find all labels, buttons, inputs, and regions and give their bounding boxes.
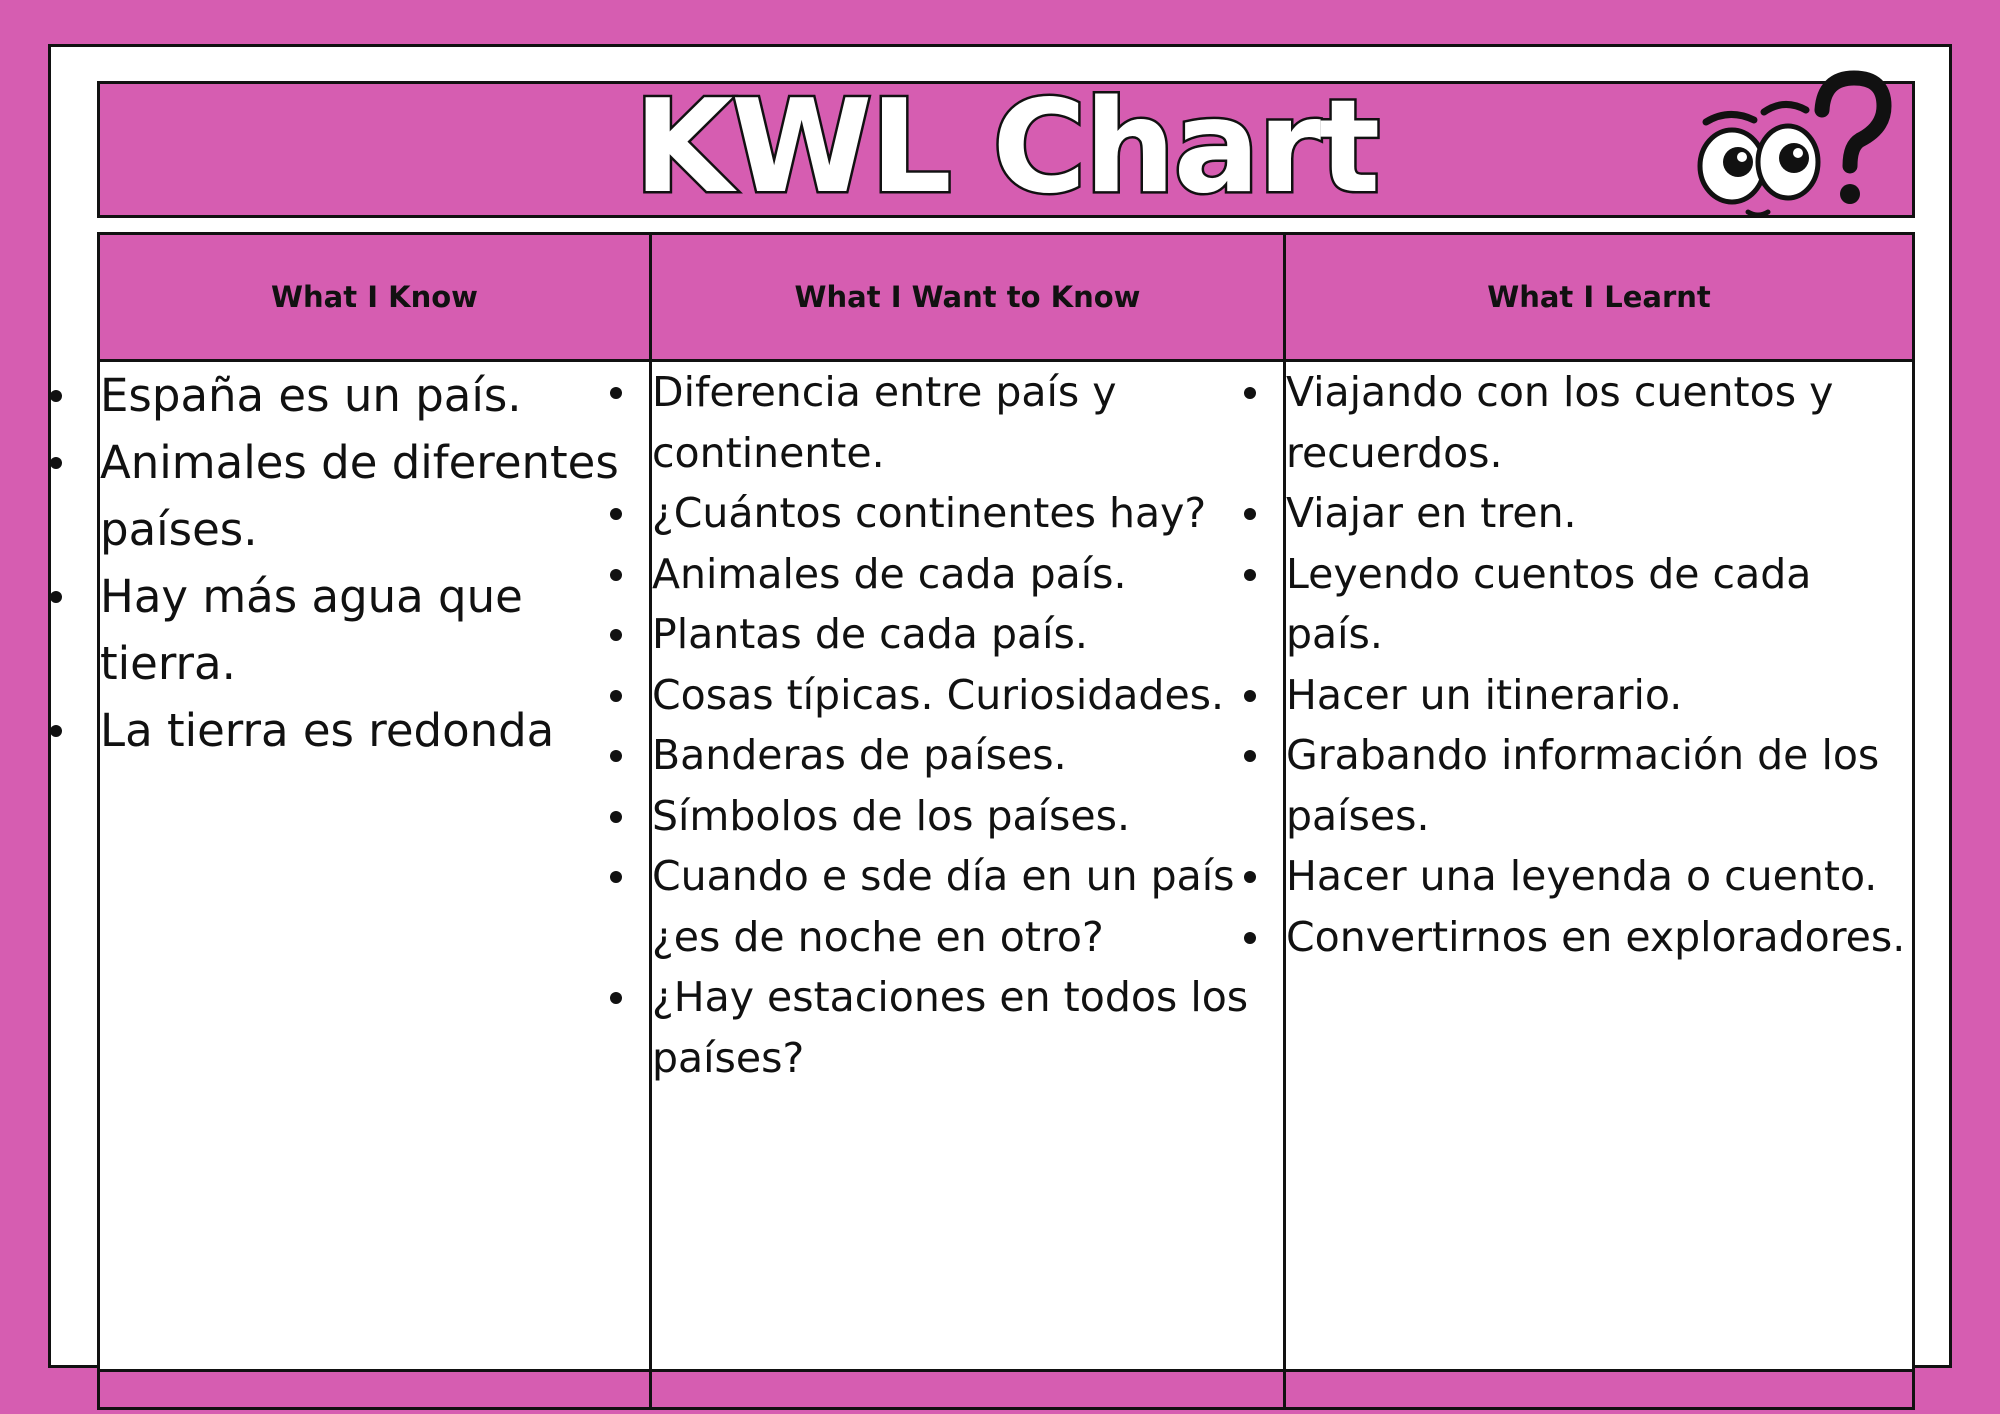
list-item: ¿Hay estaciones en todos los países? <box>652 967 1283 1088</box>
column-header-want-to-know: What I Want to Know <box>652 235 1286 362</box>
list-item: Convertirnos en exploradores. <box>1286 907 1912 968</box>
list-item: Cuando e sde día en un país ¿es de noche en otro? <box>652 846 1283 967</box>
column-header-know: What I Know <box>100 235 652 362</box>
list-item: Plantas de cada país. <box>652 604 1283 665</box>
list-item: Animales de cada país. <box>652 544 1283 605</box>
list-item: Hacer una leyenda o cuento. <box>1286 846 1912 907</box>
list-item: Símbolos de los países. <box>652 786 1283 847</box>
column-body-know <box>100 362 652 1369</box>
footer-strip <box>1286 1369 1912 1407</box>
list-item: Viajando con los cuentos y recuerdos. <box>1286 362 1912 483</box>
column-header-learnt: What I Learnt <box>1286 235 1912 362</box>
list-item: Viajar en tren. <box>1286 483 1912 544</box>
list-item: Animales de diferentes países. <box>100 429 649 563</box>
column-body-want-to-know <box>652 362 1286 1369</box>
kwl-table <box>97 232 1915 1410</box>
curious-eyes-question-mark-icon <box>1684 70 1899 230</box>
list-item: Cosas típicas. Curiosidades. <box>652 665 1283 726</box>
list-item: Grabando información de los países. <box>1286 725 1912 846</box>
list-item: Hay más agua que tierra. <box>100 563 649 697</box>
know-list <box>100 362 649 764</box>
list-item: La tierra es redonda <box>100 697 649 764</box>
list-item: Banderas de países. <box>652 725 1283 786</box>
footer-strip <box>100 1369 652 1407</box>
list-item: Diferencia entre país y continente. <box>652 362 1283 483</box>
list-item: ¿Cuántos continentes hay? <box>652 483 1283 544</box>
column-body-learnt <box>1286 362 1912 1369</box>
list-item: España es un país. <box>100 362 649 429</box>
list-item: Leyendo cuentos de cada país. <box>1286 544 1912 665</box>
learnt-list <box>1286 362 1912 967</box>
list-item: Hacer un itinerario. <box>1286 665 1912 726</box>
want-to-know-list <box>652 362 1283 1088</box>
footer-strip <box>652 1369 1286 1407</box>
title-banner <box>97 73 1915 222</box>
page-title: KWL Chart <box>633 73 1379 222</box>
